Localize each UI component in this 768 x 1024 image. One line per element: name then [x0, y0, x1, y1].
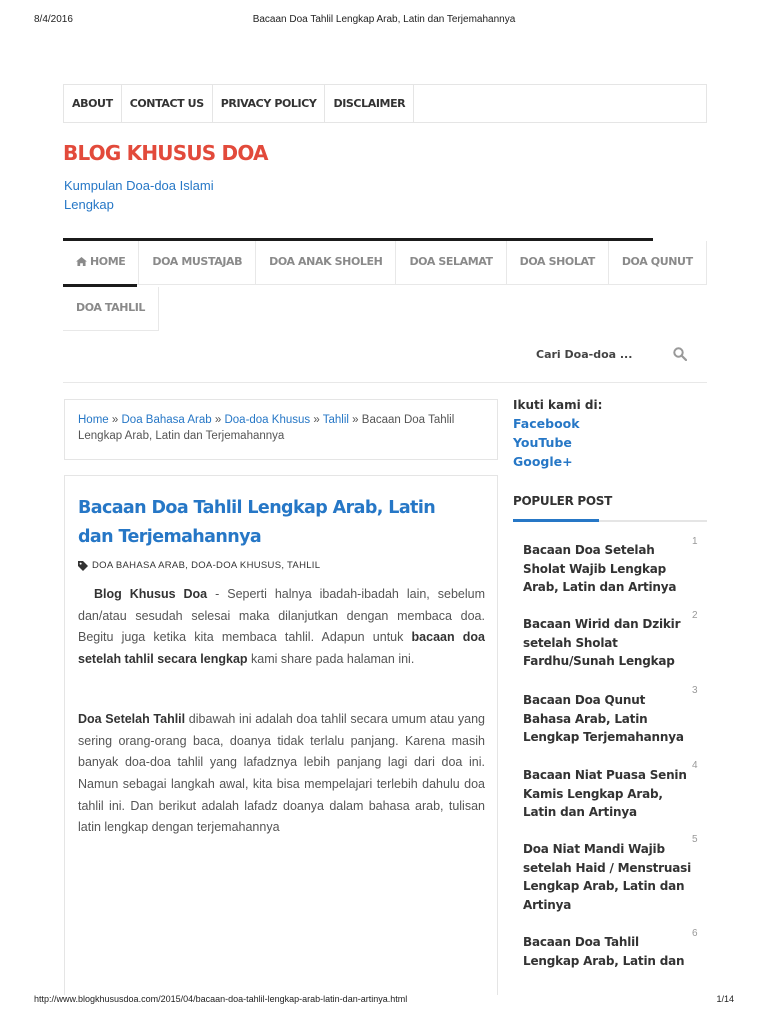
main-nav-doa-qunut[interactable]: DOA QUNUT	[609, 241, 707, 285]
breadcrumb-separator: »	[313, 414, 320, 426]
post-p1-end: kami share pada halaman ini.	[247, 652, 415, 667]
post-tags-text[interactable]: DOA BAHASA ARAB, DOA-DOA KHUSUS, TAHLIL	[92, 560, 321, 571]
breadcrumb-home[interactable]: Home	[78, 414, 109, 426]
popular-post-6[interactable]: Bacaan Doa Tahlil Lengkap Arab, Latin dan	[523, 935, 685, 968]
popular-post-5[interactable]: Doa Niat Mandi Wajib setelah Haid / Menstruasi Lengkap Arab, Latin dan Artinya	[523, 842, 691, 913]
header-divider	[63, 382, 707, 383]
search-icon[interactable]	[673, 347, 687, 361]
post-tags	[78, 560, 320, 571]
popular-post-number: 6	[692, 928, 698, 939]
breadcrumb-doa-doa-khusus[interactable]: Doa-doa Khusus	[224, 414, 311, 426]
top-nav-contact-us[interactable]: CONTACT US	[122, 85, 213, 122]
breadcrumb-separator: »	[214, 414, 222, 426]
post-p2-bold: Doa Setelah Tahlil	[78, 711, 186, 726]
post-p1-bold2: bacaan doa setelah tahlil secara lengkap	[78, 630, 485, 667]
breadcrumb	[64, 399, 498, 460]
print-header	[34, 14, 734, 28]
breadcrumb-separator: »	[352, 414, 359, 426]
post-p2-text: dibawah ini adalah doa tahlil secara umum atau yang sering orang-orang baca, doanya tidak terlalu panjang. Karena masih banyak doa-doa tahlil yang lafadznya lebih panjang lagi dari doa ini. Namun sebagai langkah awal, kita bisa mempelajari terlebih dahulu doa tahlil ini. Dan berikut adalah lafadz doanya dalam bahasa arab, tulisan latin lengkap dengan terjemahannya	[78, 711, 485, 835]
breadcrumb-doa-bahasa-arab[interactable]: Doa Bahasa Arab	[121, 414, 212, 426]
tags-icon	[78, 561, 88, 571]
popular-underline-accent	[513, 519, 599, 522]
post-p1-bold: Blog Khusus Doa	[93, 587, 208, 601]
popular-post-number: 2	[692, 610, 698, 621]
main-nav-home[interactable]	[63, 241, 139, 285]
post-title: Bacaan Doa Tahlil Lengkap Arab, Latin dan Terjemahannya	[78, 498, 436, 547]
post-p1-text: - Seperti halnya ibadah-ibadah lain, sebelum dan/atau sesudah selesai maka dilanjutkan dengan membaca doa. Begitu juga ketika kita membaca tahlil. Adapun untuk	[78, 587, 485, 645]
post-article	[64, 475, 498, 995]
popular-post-number: 1	[692, 536, 698, 547]
popular-post-4[interactable]: Bacaan Niat Puasa Senin Kamis Lengkap Arab, Latin dan Artinya	[523, 768, 687, 820]
main-nav-doa-sholat[interactable]: DOA SHOLAT	[507, 241, 609, 285]
popular-post-2[interactable]: Bacaan Wirid dan Dzikir setelah Sholat Fardhu/Sunah Lengkap	[523, 617, 681, 669]
popular-post-number: 4	[692, 760, 698, 771]
popular-post-number: 3	[692, 685, 698, 696]
site-title[interactable]: BLOG KHUSUS DOA	[63, 141, 268, 165]
follow-facebook-link[interactable]: Facebook	[513, 416, 580, 431]
breadcrumb-separator: »	[111, 414, 119, 426]
follow-googleplus-link[interactable]: Google+	[513, 454, 573, 469]
search-input[interactable]	[536, 338, 666, 370]
home-icon	[76, 257, 87, 266]
main-nav-home-label: HOME	[90, 255, 126, 268]
popular-post-1[interactable]: Bacaan Doa Setelah Sholat Wajib Lengkap Arab, Latin dan Artinya	[523, 543, 677, 595]
top-nav-about[interactable]: ABOUT	[64, 85, 122, 122]
main-nav-second-bar	[63, 284, 137, 287]
popular-post-number: 5	[692, 834, 698, 845]
popular-post-3[interactable]: Bacaan Doa Qunut Bahasa Arab, Latin Lengkap Terjemahannya	[523, 693, 684, 745]
site-description: Kumpulan Doa-doa Islami Lengkap	[64, 178, 214, 212]
print-url: http://www.blogkhususdoa.com/2015/04/bacaan-doa-tahlil-lengkap-arab-latin-dan-artinya.html	[34, 994, 408, 1004]
breadcrumb-current: Bacaan Doa Tahlil Lengkap Arab, Latin dan Terjemahannya	[78, 414, 455, 442]
main-nav-doa-selamat[interactable]: DOA SELAMAT	[396, 241, 506, 285]
main-nav-doa-tahlil[interactable]: DOA TAHLIL	[63, 287, 159, 331]
follow-youtube-link[interactable]: YouTube	[513, 435, 572, 450]
print-page-number: 1/14	[716, 994, 734, 1004]
print-footer	[34, 994, 734, 1008]
search-box	[536, 338, 691, 370]
print-doc-title: Bacaan Doa Tahlil Lengkap Arab, Latin dan Terjemahannya	[252, 14, 516, 25]
breadcrumb-tahlil[interactable]: Tahlil	[322, 414, 349, 426]
post-paragraph-2	[78, 709, 485, 839]
main-nav-doa-anak-sholeh[interactable]: DOA ANAK SHOLEH	[256, 241, 396, 285]
post-paragraph-1	[78, 584, 485, 671]
follow-label: Ikuti kami di:	[513, 398, 603, 412]
post-body	[78, 584, 485, 877]
top-nav	[63, 84, 707, 123]
popular-posts-title: POPULER POST	[513, 494, 613, 508]
top-nav-disclaimer[interactable]: DISCLAIMER	[325, 85, 414, 122]
main-nav-doa-mustajab[interactable]: DOA MUSTAJAB	[139, 241, 256, 285]
top-nav-privacy-policy[interactable]: PRIVACY POLICY	[213, 85, 326, 122]
print-date: 8/4/2016	[34, 14, 73, 25]
